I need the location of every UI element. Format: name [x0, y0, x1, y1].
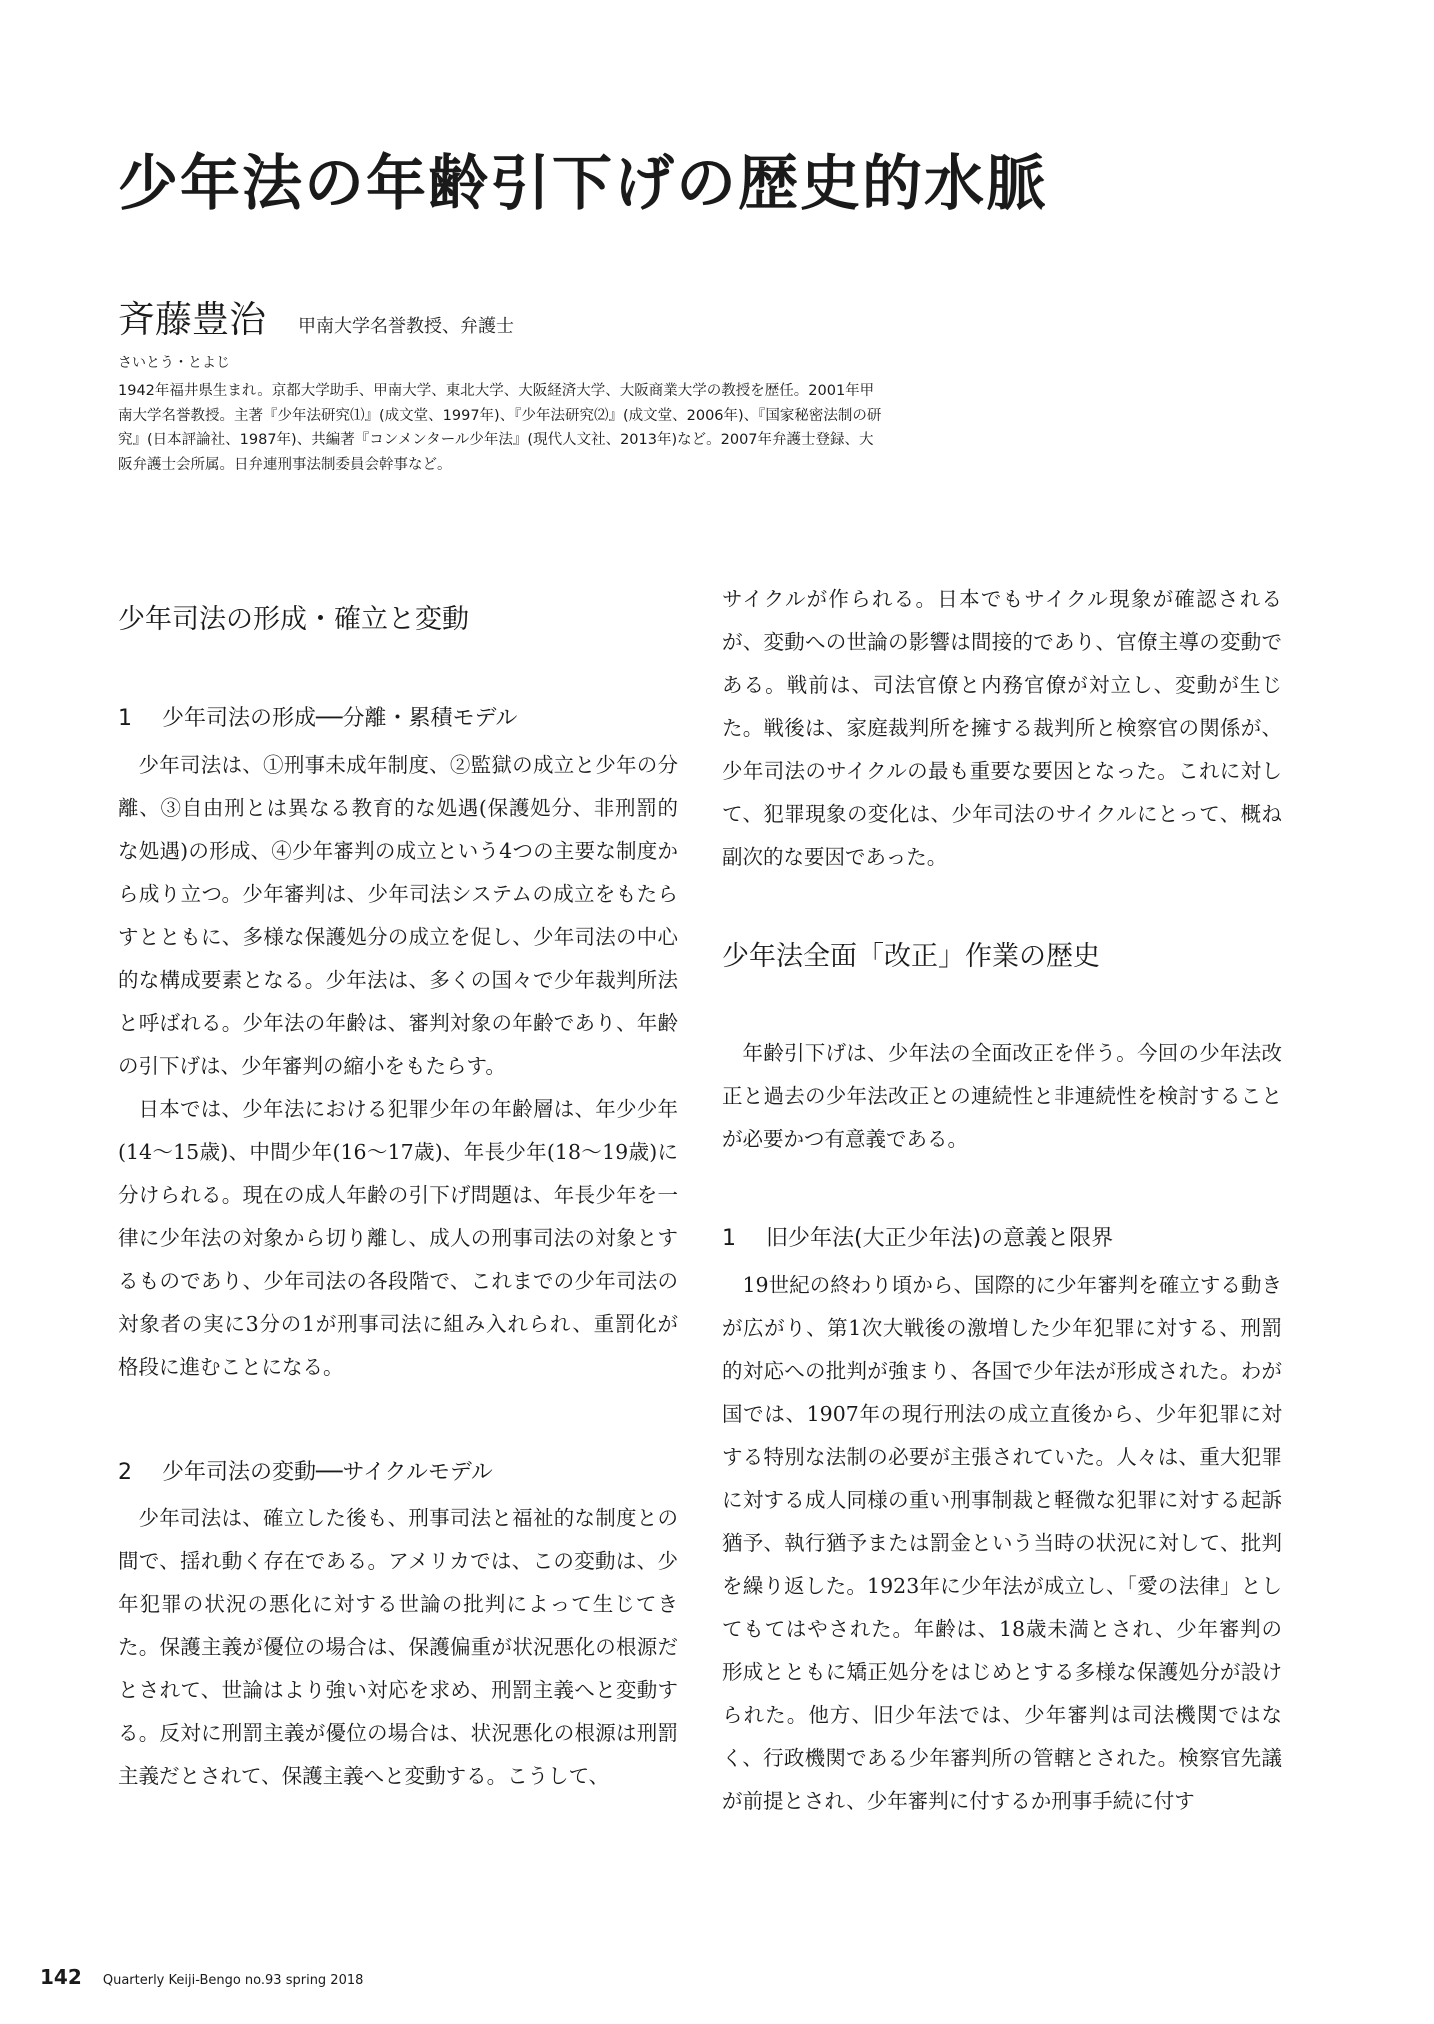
section-heading: 少年司法の形成・確立と変動	[118, 604, 469, 635]
page-number: 142	[40, 1965, 82, 1989]
paragraph: 少年司法は、確立した後も、刑事司法と福祉的な制度との間で、揺れ動く存在である。アメリカでは、この変動は、少年犯罪の状況の悪化に対する世論の批判によって生じてきた。保護主義が優位の場合は、保護偏重が状況悪化の根源だとされて、世論はより強い対応を求め、刑罰主義へと変動する。反対に刑罰主義が優位の場合は、状況悪化の根源は刑罰主義だとされて、保護主義へと変動する。こうして、	[118, 1506, 678, 1789]
paragraph-continued: サイクルが作られる。日本でもサイクル現象が確認されるが、変動への世論の影響は間接的であり、官僚主導の変動である。戦前は、司法官僚と内務官僚が対立し、変動が生じた。戦後は、家庭裁判所を擁する裁判所と検察官の関係が、少年司法のサイクルの最も重要な要因となった。これに対して、犯罪現象の変化は、少年司法のサイクルにとって、概ね副次的な要因であった。	[722, 587, 1282, 869]
author-name-reading: さいとう・とよじ	[118, 355, 230, 371]
journal-name: Quarterly Keiji-Bengo no.93 spring 2018	[102, 1973, 364, 1988]
paragraph: 日本では、少年法における犯罪少年の年齢層は、年少少年(14〜15歳)、中間少年(16〜17歳)、年長少年(18〜19歳)に分けられる。現在の成人年齢の引下げ問題は、年長少年を一律に少年法の対象から切り離し、成人の刑事司法の対象とするものであり、少年司法の各段階で、これまでの少年司法の対象者の実に3分の1が刑事司法に組み入れられ、重罰化が格段に進むことになる。	[118, 1096, 678, 1379]
subsection-number: 2	[118, 1459, 132, 1485]
right-column	[722, 587, 1282, 1823]
left-column	[118, 602, 678, 1798]
page-footer	[40, 1965, 363, 1989]
paragraph: 年齢引下げは、少年法の全面改正を伴う。今回の少年法改正と過去の少年法改正との連続性と非連続性を検討することが必要かつ有意義である。	[722, 1041, 1282, 1152]
paragraph: 少年司法は、①刑事未成年制度、②監獄の成立と少年の分離、③自由刑とは異なる教育的な処遇(保護処分、非刑罰的な処遇)の形成、④少年審判の成立という4つの主要な制度から成り立つ。少年審判は、少年司法システムの成立をもたらすとともに、多様な保護処分の成立を促し、少年司法の中心的な構成要素となる。少年法は、多くの国々で少年裁判所法と呼ばれる。少年法の年齢は、審判対象の年齢であり、年齢の引下げは、少年審判の縮小をもたらす。	[118, 752, 678, 1078]
subsection-title: 旧少年法(大正少年法)の意義と限界	[766, 1226, 1114, 1252]
subsection-title: 少年司法の変動──サイクルモデル	[162, 1459, 493, 1485]
author-affiliation: 甲南大学名誉教授、弁護士	[298, 316, 514, 337]
subsection-number: 1	[722, 1226, 736, 1252]
subsection-heading	[118, 705, 678, 734]
subsection-heading	[118, 1459, 678, 1488]
subsection-heading	[722, 1225, 1282, 1254]
subsection-title: 少年司法の形成──分離・累積モデル	[162, 706, 518, 732]
section-heading: 少年法全面「改正」作業の歴史	[722, 941, 1100, 972]
article-title: 少年法の年齢引下げの歴史的水脈	[118, 149, 1048, 219]
author-biography: 1942年福井県生まれ。京都大学助手、甲南大学、東北大学、大阪経済大学、大阪商業大学の教授を歴任。2001年甲南大学名誉教授。主著『少年法研究⑴』(成文堂、1997年)、『少年法研究⑵』(成文堂、2006年)、『国家秘密法制の研究』(日本評論社、1987年)、共編著『コンメンタール少年法』(現代人文社、2013年)など。2007年弁護士登録、大阪弁護士会所属。日弁連刑事法制委員会幹事など。	[118, 383, 882, 473]
author-name: 斉藤豊治	[118, 298, 266, 341]
subsection-number: 1	[118, 706, 132, 732]
paragraph: 19世紀の終わり頃から、国際的に少年審判を確立する動きが広がり、第1次大戦後の激増した少年犯罪に対する、刑罰的対応への批判が強まり、各国で少年法が形成された。わが国では、1907年の現行刑法の成立直後から、少年犯罪に対する特別な法制の必要が主張されていた。人々は、重大犯罪に対する成人同様の重い刑事制裁と軽微な犯罪に対する起訴猶予、執行猶予または罰金という当時の状況に対して、批判を繰り返した。1923年に少年法が成立し、「愛の法律」としてもてはやされた。年齢は、18歳未満とされ、少年審判の形成とともに矯正処分をはじめとする多様な保護処分が設けられた。他方、旧少年法では、少年審判は司法機関ではなく、行政機関である少年審判所の管轄とされた。検察官先議が前提とされ、少年審判に付するか刑事手続に付す	[722, 1272, 1282, 1813]
